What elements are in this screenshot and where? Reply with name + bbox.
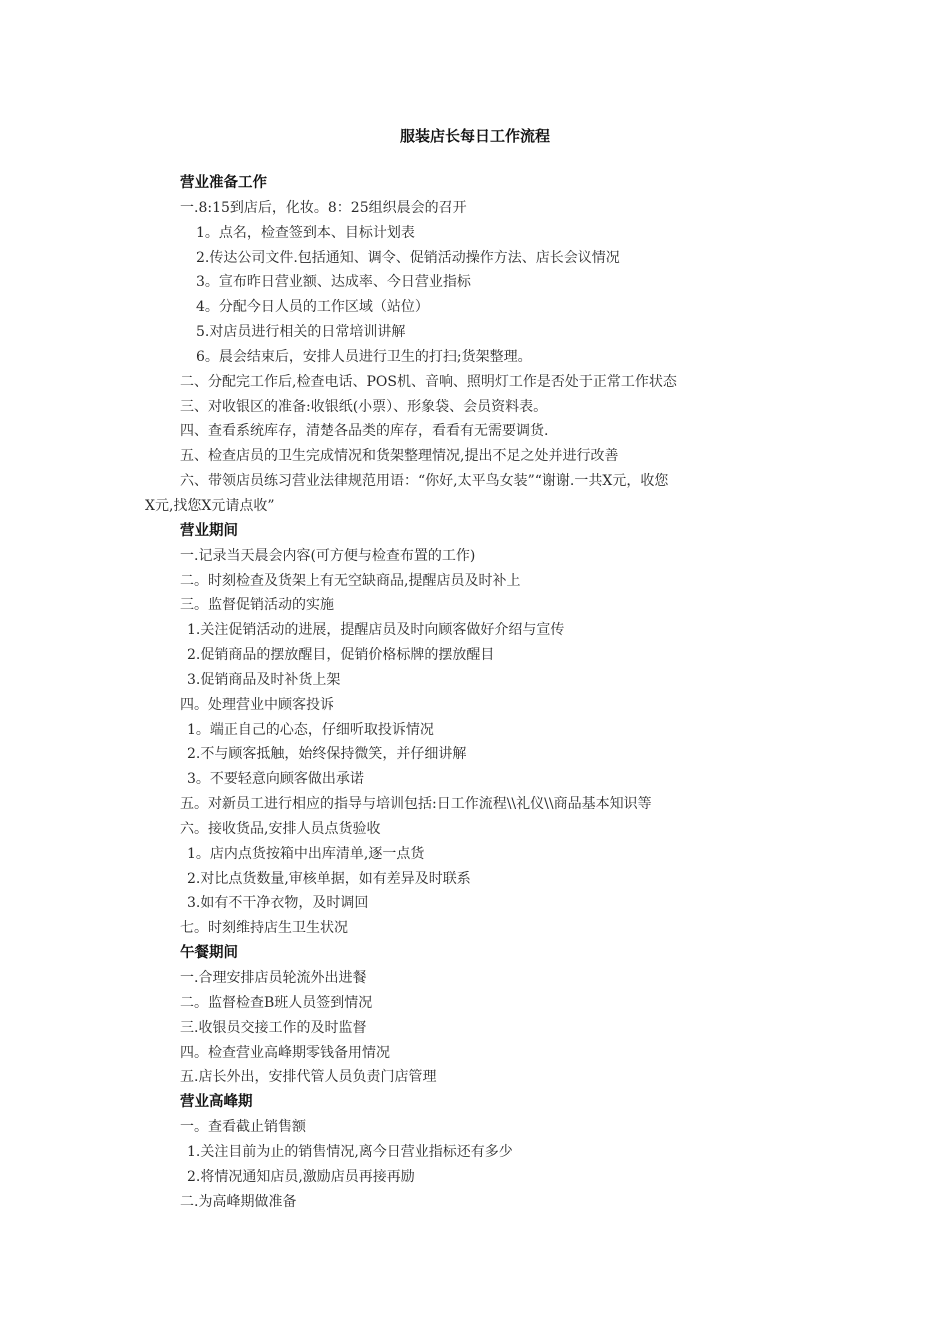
list-item: 一.记录当天晨会内容(可方便与检查布置的工作) xyxy=(180,547,476,564)
list-item: 五、检查店员的卫生完成情况和货架整理情况,提出不足之处并进行改善 xyxy=(180,448,619,465)
sub-item: 2.不与顾客抵触，始终保持微笑，并仔细讲解 xyxy=(187,746,467,763)
list-item: 一.合理安排店员轮流外出进餐 xyxy=(180,970,367,986)
list-item: 五。对新员工进行相应的指导与培训包括:日工作流程\\礼仪\\商品基本知识等 xyxy=(180,796,652,813)
sub-item: 1。端正自己的心态，仔细听取投诉情况 xyxy=(187,721,434,738)
sub-item: 4。分配今日人员的工作区域（站位） xyxy=(196,299,429,316)
list-item: 四、查看系统库存，清楚各品类的库存，看看有无需要调货. xyxy=(180,423,549,440)
list-item: 一。查看截止销售额 xyxy=(180,1119,306,1136)
list-item: 三.收银员交接工作的及时监督 xyxy=(180,1019,367,1036)
list-item: 六、带领店员练习营业法律规范用语：“你好,太平鸟女装”“谢谢.一共X元，收您 xyxy=(180,473,669,490)
sub-item: 3。不要轻意向顾客做出承诺 xyxy=(187,771,364,788)
sub-item: 3。宣布昨日营业额、达成率、今日营业指标 xyxy=(196,274,471,291)
document-title: 服装店长每日工作流程 xyxy=(399,127,550,145)
section-heading: 午餐期间 xyxy=(180,945,238,962)
sub-item: 3.促销商品及时补货上架 xyxy=(187,671,341,688)
wrapped-line: X元,找您X元请点收” xyxy=(145,497,275,514)
sub-item: 2.传达公司文件.包括通知、调令、促销活动操作方法、店长会议情况 xyxy=(196,249,620,266)
sub-item: 6。晨会结束后，安排人员进行卫生的打扫;货架整理。 xyxy=(196,348,532,365)
list-item: 二。时刻检查及货架上有无空缺商品,提醒店员及时补上 xyxy=(180,572,521,589)
list-item: 四。检查营业高峰期零钱备用情况 xyxy=(180,1044,390,1061)
list-item: 二。监督检查B班人员签到情况 xyxy=(180,994,373,1011)
list-item: 一.8:15到店后，化妆。8：25组织晨会的召开 xyxy=(180,199,467,216)
list-item: 三、对收银区的准备:收银纸(小票）、形象袋、会员资料表。 xyxy=(180,398,548,415)
list-item: 二、分配完工作后,检查电话、POS机、音响、照明灯工作是否处于正常工作状态 xyxy=(180,373,677,390)
sub-item: 2.对比点货数量,审核单据，如有差异及时联系 xyxy=(187,870,471,887)
sub-item: 1.关注目前为止的销售情况,离今日营业指标还有多少 xyxy=(187,1143,513,1160)
sub-item: 5.对店员进行相关的日常培训讲解 xyxy=(196,324,406,341)
list-item: 七。时刻维持店生卫生状况 xyxy=(180,920,348,937)
sub-item: 1.关注促销活动的进展，提醒店员及时向顾客做好介绍与宣传 xyxy=(187,622,565,639)
document-body xyxy=(0,171,950,1214)
sub-item: 2.将情况通知店员,激励店员再接再励 xyxy=(187,1168,415,1185)
list-item: 五.店长外出，安排代管人员负责门店管理 xyxy=(180,1069,437,1086)
section-heading: 营业期间 xyxy=(180,522,238,539)
sub-item: 2.促销商品的摆放醒目，促销价格标牌的摆放醒目 xyxy=(187,647,495,664)
sub-item: 1。店内点货按箱中出库清单,逐一点货 xyxy=(187,845,425,862)
list-item: 六。接收货品,安排人员点货验收 xyxy=(180,820,381,837)
list-item: 三。监督促销活动的实施 xyxy=(180,597,334,614)
list-item: 四。处理营业中顾客投诉 xyxy=(180,696,334,713)
sub-item: 3.如有不干净衣物，及时调回 xyxy=(187,895,369,912)
section-heading: 营业准备工作 xyxy=(180,175,267,191)
section-heading: 营业高峰期 xyxy=(180,1094,253,1111)
sub-item: 1。点名，检查签到本、目标计划表 xyxy=(196,224,415,241)
list-item: 二.为高峰期做准备 xyxy=(180,1193,297,1210)
